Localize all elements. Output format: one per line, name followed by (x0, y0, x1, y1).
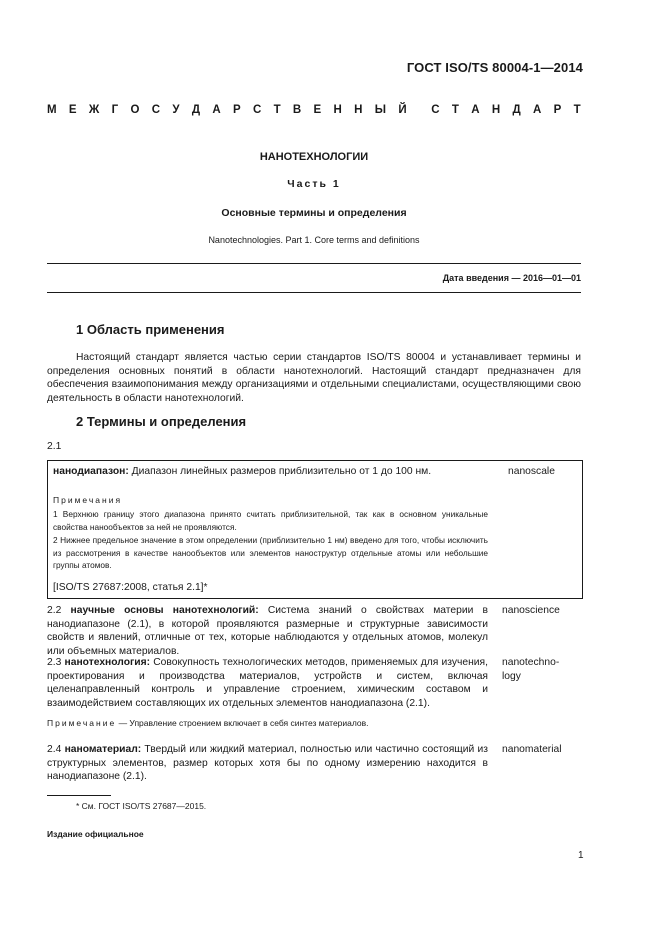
term-2-3-note (47, 718, 369, 728)
term-2-1-box (47, 460, 583, 599)
banner-letter: М (47, 104, 57, 116)
banner-letter: В (292, 104, 302, 116)
term-english-line-2: logy (502, 670, 521, 682)
banner-letter: С (151, 104, 161, 116)
term-name: наноматериал: (64, 744, 142, 755)
standard-code: ГОСТ ISO/TS 80004-1—2014 (406, 60, 583, 75)
term-name: научные основы нанотехнологий: (70, 605, 259, 616)
note-1: 1 Верхнюю границу этого диапазона принято считать приблизительной, так как в основном уникальные свойства нанообъектов за ней не проявляются. (53, 509, 488, 532)
term-definition: Система знаний о свойствах материи в нанодиапазоне (2.1), в которой проявляются размерные и структурные зависимости свойств и явлений, отличные от тех, которые наблюдаются у отдельных атомов, молекул или объемных материалов. (47, 605, 488, 657)
term-2-2-english: nanoscience (502, 605, 560, 616)
term-english-line-1: nanotechno- (502, 657, 560, 668)
term-2-1-label: 2.1 (47, 441, 62, 452)
banner-letter: Ж (88, 104, 100, 116)
banner-letter: А (471, 104, 480, 116)
section-1-text: Настоящий стандарт является частью серии стандартов ISO/TS 80004 и устанавливает термины и определения основных понятий в области нанотехнологий. Настоящий стандарт предназначен для обеспечения взаимопонимания между организациями и отдельными специалистами, осуществляющими свою деятельность в области нанотехнологий. (47, 352, 581, 404)
banner-letter: Т (573, 104, 581, 116)
term-source: [ISO/TS 27687:2008, статья 2.1]* (53, 582, 208, 593)
page-number: 1 (578, 850, 584, 861)
term-2-4-english: nanomaterial (502, 744, 562, 755)
banner-letter: Н (333, 104, 342, 116)
interstate-standard-banner (47, 104, 581, 116)
banner-letter: Т (273, 104, 281, 116)
banner-letter: Д (191, 104, 201, 116)
header-divider (47, 263, 581, 264)
banner-letter: С (431, 104, 440, 116)
introduction-date: Дата введения — 2016—01—01 (442, 273, 581, 283)
footnote: * См. ГОСТ ISO/TS 27687—2015. (76, 801, 207, 811)
notes-heading: Примечания (53, 495, 123, 505)
banner-letter: Е (68, 104, 77, 116)
term-number: 2.4 (47, 744, 65, 755)
term-2-4-entry (47, 743, 488, 784)
term-name: нанотехнология: (64, 657, 151, 668)
footnote-divider (47, 795, 111, 796)
banner-letter: Н (491, 104, 501, 116)
banner-letter: Д (512, 104, 521, 116)
note-label: Примечание (47, 718, 117, 728)
term-definition: Твердый или жидкий материал, полностью или частично состоящий из структурных элементов, размер которых хотя бы по одному измерению находится в нанодиапазоне (2.1). (47, 744, 488, 782)
term-name: нанодиапазон: (53, 466, 129, 477)
document-part: Часть 1 (287, 178, 341, 190)
banner-letter: Н (354, 104, 363, 116)
english-title: Nanotechnologies. Part 1. Core terms and definitions (208, 235, 420, 245)
banner-letter: Р (553, 104, 562, 116)
banner-letter: О (130, 104, 140, 116)
document-subtitle: Основные термины и определения (221, 207, 407, 219)
document-title: НАНОТЕХНОЛОГИИ (259, 151, 369, 163)
banner-letter: Т (451, 104, 459, 116)
banner-letter: А (212, 104, 221, 116)
term-english: nanoscale (508, 466, 555, 477)
section-2-heading: 2 Термины и определения (76, 414, 247, 429)
term-2-2-entry (47, 604, 488, 658)
term-2-3-english (502, 656, 559, 683)
term-2-1-entry (53, 466, 503, 477)
banner-letter: Ы (374, 104, 387, 116)
banner-letter: Е (313, 104, 322, 116)
term-number: 2.3 (47, 657, 65, 668)
note-text: — Управление строением включает в себя синтез материалов. (116, 718, 369, 728)
date-divider (47, 292, 581, 293)
edition-label: Издание официальное (47, 829, 144, 839)
note-2: 2 Нижнее предельное значение в этом определении (приблизительно 1 нм) введено для того, чтобы исключить из рассмотрения в качестве нанообъектов или элементов наноструктур отдельные атомы или небольшие группы атомов. (53, 535, 488, 570)
section-1-heading: 1 Область применения (76, 322, 225, 337)
banner-letter: А (532, 104, 542, 116)
banner-letter: У (172, 104, 180, 116)
term-2-3-entry (47, 656, 488, 710)
term-definition: Диапазон линейных размеров приблизительно от 1 до 100 нм. (128, 466, 432, 477)
banner-letter: Й (398, 104, 407, 116)
banner-letter: Р (232, 104, 241, 116)
term-number: 2.2 (47, 605, 71, 616)
banner-letter: С (252, 104, 262, 116)
section-1-paragraph (47, 351, 581, 405)
banner-letter: Г (111, 104, 119, 116)
term-definition: Совокупность технологических методов, применяемых для изучения, проектирования и производства материалов, устройств и систем, включая целенаправленный контроль и управление строением, химическим составом и взаимодействием составляющих их отдельных элементов нанодиапазона (2.1). (47, 657, 488, 709)
